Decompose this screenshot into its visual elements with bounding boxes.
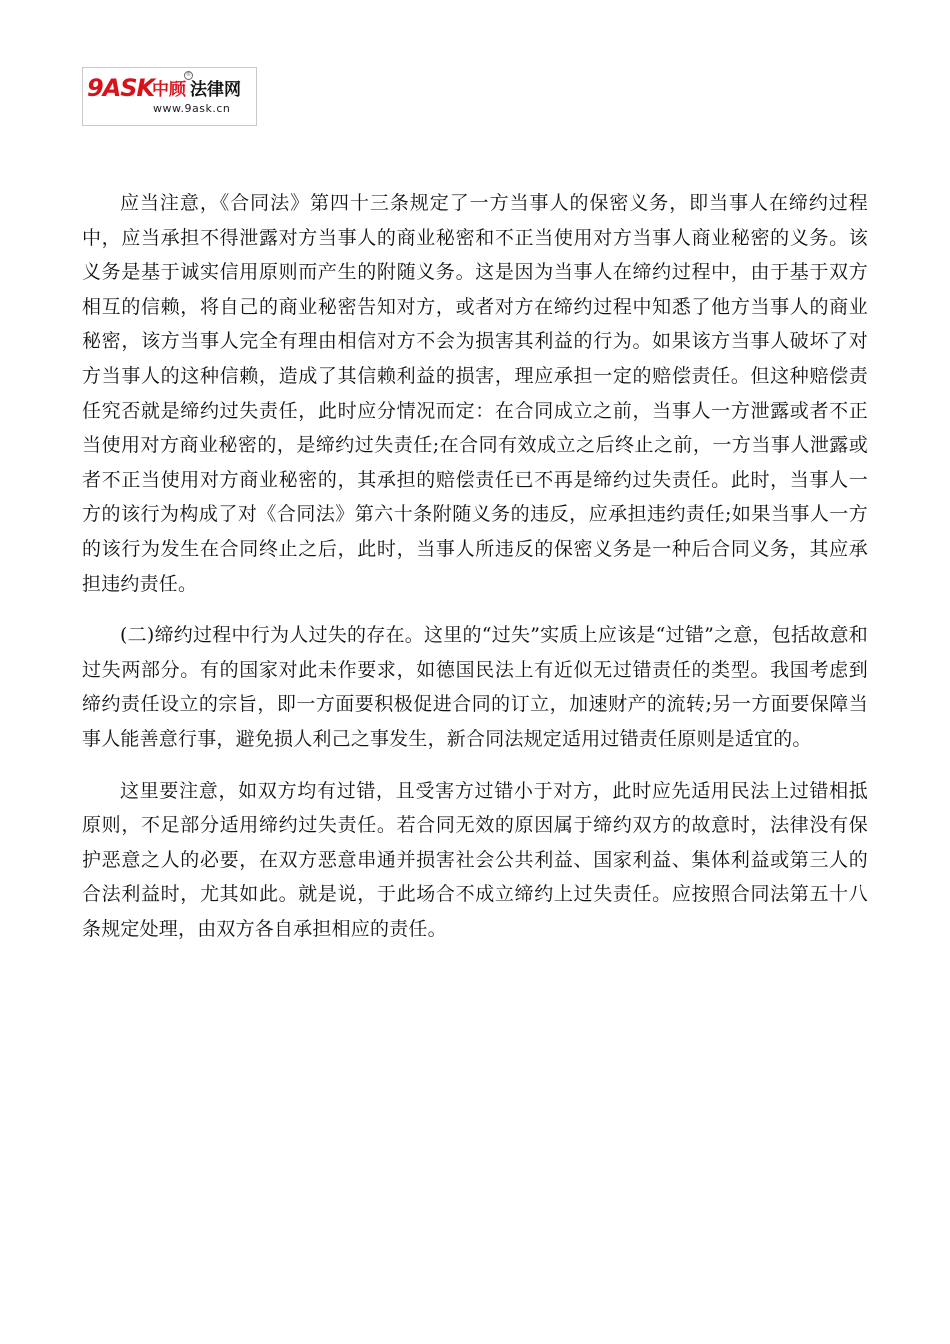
paragraph-fault-existence: (二)缔约过程中行为人过失的存在。这里的“过失”实质上应该是“过错”之意，包括故意和过失两部分。有的国家对此未作要求，如德国民法上有近似无过错责任的类型。我国考虑到缔约责任设立的宗旨，即一方面要积极促进合同的订立，加速财产的流转;另一方面要保障当事人能善意行事，避免损人利己之事发生，新合同法规定适用过错责任原则是适宜的。 xyxy=(82,624,868,750)
paragraph-confidentiality: 应当注意，《合同法》第四十三条规定了一方当事人的保密义务，即当事人在缔约过程中，应当承担不得泄露对方当事人的商业秘密和不正当使用对方当事人商业秘密的义务。该义务是基于诚实信用原则而产生的附随义务。这是因为当事人在缔约过程中，由于基于双方相互的信赖，将自己的商业秘密告知对方，或者对方在缔约过程中知悉了他方当事人的商业秘密，该方当事人完全有理由相信对方不会为损害其利益的行为。如果该方当事人破坏了对方当事人的这种信赖，造成了其信赖利益的损害，理应承担一定的赔偿责任。但这种赔偿责任究否就是缔约过失责任，此时应分情况而定：在合同成立之前，当事人一方泄露或者不正当使用对方商业秘密的，是缔约过失责任;在合同有效成立之后终止之前，一方当事人泄露或者不正当使用对方商业秘密的，其承担的赔偿责任已不再是缔约过失责任。此时，当事人一方的该行为构成了对《合同法》第六十条附随义务的违反，应承担违约责任;如果当事人一方的该行为发生在合同终止之后，此时，当事人所违反的保密义务是一种后合同义务，其应承担违约责任。 xyxy=(82,192,868,595)
logo-url: www.9ask.cn xyxy=(153,102,231,115)
registered-mark-icon: ® xyxy=(186,72,191,78)
logo-name-black: 法律网 xyxy=(190,80,241,100)
logo-name-red: 中顾 xyxy=(152,80,186,100)
logo-mark: 9ASK xyxy=(87,74,155,102)
site-logo xyxy=(82,67,257,126)
logo-name xyxy=(152,80,241,100)
article-body xyxy=(82,186,868,946)
paragraph-mutual-fault: 这里要注意，如双方均有过错，且受害方过错小于对方，此时应先适用民法上过错相抵原则，不足部分适用缔约过失责任。若合同无效的原因属于缔约双方的故意时，法律没有保护恶意之人的必要，在双方恶意串通并损害社会公共利益、国家利益、集体利益或第三人的合法利益时，尤其如此。就是说，于此场合不成立缔约上过失责任。应按照合同法第五十八条规定处理，由双方各自承担相应的责任。 xyxy=(82,779,868,940)
